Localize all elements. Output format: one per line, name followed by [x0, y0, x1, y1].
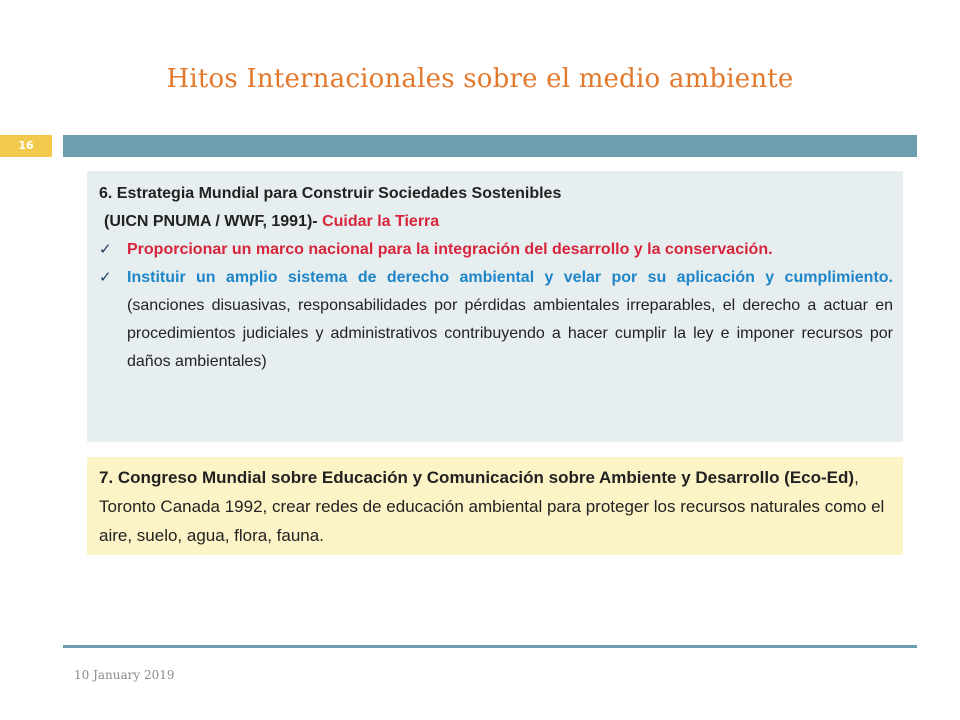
- section-6-box: [87, 171, 903, 442]
- section-7-box: [87, 457, 903, 555]
- section-6-subheading-highlight: Cuidar la Tierra: [322, 213, 440, 230]
- section-6-bullet-2-bold: Instituir un amplio sistema de derecho ambiental y velar por su aplicación y cumplimiento.: [127, 269, 893, 286]
- checkmark-icon: ✓: [99, 269, 112, 286]
- section-6-subheading-prefix: (UICN PNUMA / WWF, 1991)-: [104, 213, 323, 230]
- footer-date: 10 January 2019: [74, 668, 175, 682]
- footer-accent-line: [63, 645, 917, 648]
- slide-title: Hitos Internacionales sobre el medio ambiente: [166, 64, 794, 94]
- section-6-subheading: [99, 208, 893, 236]
- section-6-heading: 6. Estrategia Mundial para Construir Sociedades Sostenibles: [99, 185, 562, 202]
- section-6-bullet-1-text: Proporcionar un marco nacional para la integración del desarrollo y la conservación.: [127, 241, 773, 258]
- section-6-bullet-1: [99, 236, 893, 264]
- section-7-bold-text: 7. Congreso Mundial sobre Educación y Comunicación sobre Ambiente y Desarrollo (Eco-Ed): [99, 468, 855, 487]
- section-6-bullet-2-rest: (sanciones disuasivas, responsabilidades por pérdidas ambientales irreparables, el derecho a actuar en procedimientos judiciales y administrativos contribuyendo a hacer cumplir la ley e imponer recursos por daños ambientales): [127, 297, 893, 370]
- section-6-bullet-list: [99, 236, 893, 376]
- checkmark-icon: ✓: [99, 241, 112, 258]
- section-6-bullet-2: [99, 264, 893, 376]
- section-7-text: [87, 457, 903, 550]
- header-accent-bar: [63, 135, 917, 157]
- section-7-rest-text: , Toronto Canada 1992, crear redes de educación ambiental para proteger los recursos naturales como el aire, suelo, agua, flora, fauna.: [99, 468, 885, 545]
- slide-number-badge: 16: [0, 135, 52, 157]
